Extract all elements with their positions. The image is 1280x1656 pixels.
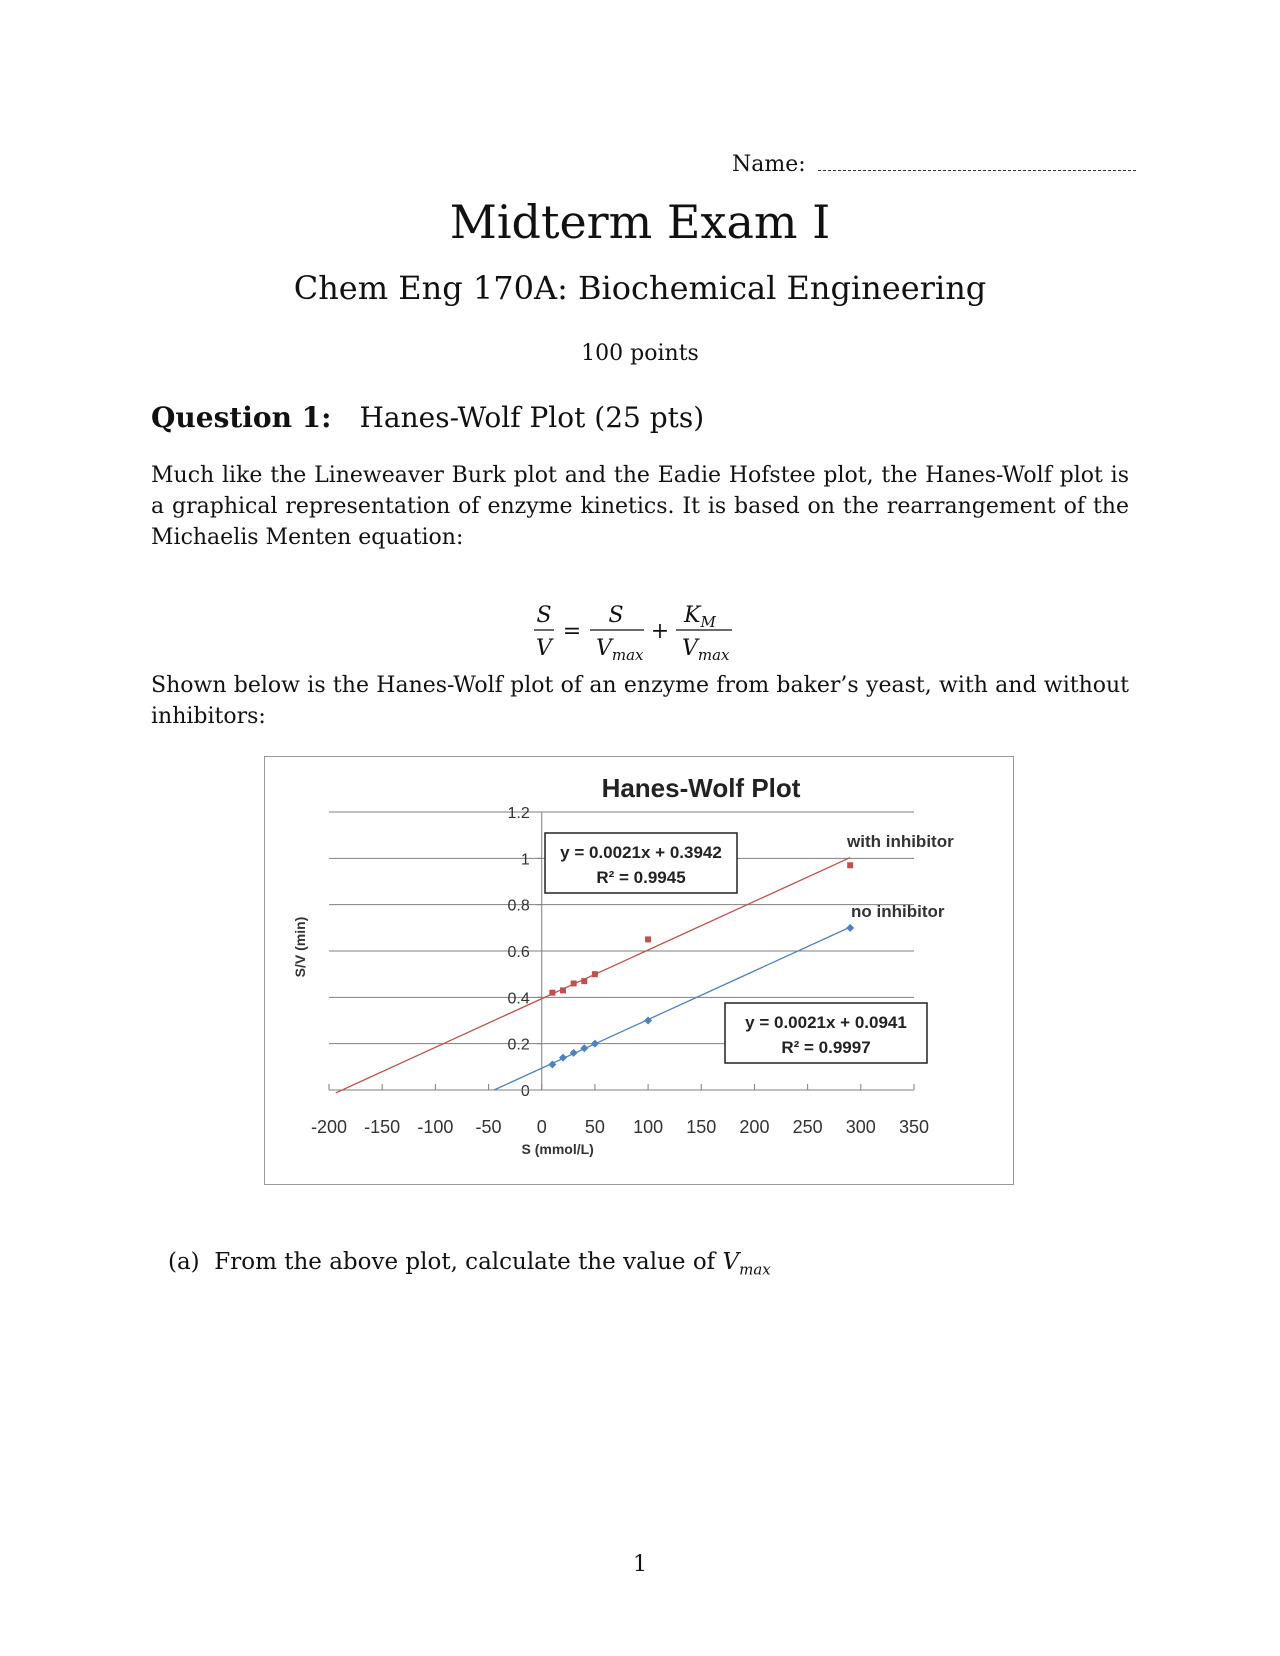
hanes-wolf-chart — [264, 756, 1014, 1185]
data-point-with-inhibitor — [571, 980, 577, 986]
eq-term2-numerator: $K_M$ — [684, 603, 716, 631]
question-heading — [151, 401, 704, 434]
x-tick-label: 350 — [898, 1117, 930, 1137]
question-label: Question 1: — [151, 401, 332, 434]
figure-intro-paragraph: Shown below is the Hanes-Wolf plot of an enzyme from baker’s yeast, with and without inhibitors: — [151, 673, 1129, 729]
y-tick-label: 0.4 — [507, 990, 530, 1008]
fit-equation-label: y = 0.0021x + 0.3942 — [560, 843, 722, 862]
chart-title: Hanes-Wolf Plot — [601, 773, 801, 803]
part-a-label: (a) — [168, 1249, 200, 1275]
data-point-with-inhibitor — [581, 978, 587, 984]
data-point-with-inhibitor — [645, 936, 651, 942]
intro-paragraph: Much like the Lineweaver Burk plot and the Eadie Hofstee plot, the Hanes-Wolf plot is a graphical representation of enzyme kinetics. It is based on the rearrangement of the Michaelis Menten equation: — [151, 463, 1129, 550]
data-point-no-inhibitor — [591, 1040, 599, 1048]
page-number: 1 — [633, 1552, 647, 1577]
data-point-with-inhibitor — [847, 862, 853, 868]
fit-r2-label: R² = 0.9997 — [781, 1038, 871, 1057]
data-point-with-inhibitor — [549, 990, 555, 996]
data-point-with-inhibitor — [592, 971, 598, 977]
name-label: Name: — [732, 152, 806, 177]
eq-plus: + — [650, 619, 670, 644]
data-point-with-inhibitor — [560, 987, 566, 993]
michaelis-menten-equation — [532, 598, 772, 668]
question-title: Hanes-Wolf Plot (25 pts) — [359, 401, 705, 434]
fit-equation-label: y = 0.0021x + 0.0941 — [745, 1013, 907, 1032]
course-subtitle: Chem Eng 170A: Biochemical Engineering — [293, 269, 987, 307]
y-tick-label: 1.2 — [507, 805, 530, 822]
y-tick-label: 1 — [520, 851, 530, 869]
data-point-no-inhibitor — [580, 1044, 588, 1052]
x-tick-label: 50 — [584, 1117, 605, 1137]
eq-lhs-numerator: S — [536, 603, 552, 628]
x-tick-label: 300 — [845, 1117, 876, 1137]
part-a-text: From the above plot, calculate the value of — [214, 1249, 716, 1275]
eq-equals: = — [562, 619, 582, 644]
x-axis-label: S (mmol/L) — [521, 1141, 594, 1157]
x-tick-label: 250 — [792, 1117, 823, 1137]
y-tick-label: 0 — [520, 1083, 530, 1100]
x-tick-label: 200 — [739, 1117, 770, 1137]
name-field-row — [732, 152, 1136, 177]
series-label-with-inhibitor: with inhibitor — [847, 832, 954, 851]
x-tick-label: -150 — [364, 1117, 401, 1137]
y-tick-label: 0.8 — [507, 897, 530, 915]
series-label-no-inhibitor: no inhibitor — [851, 902, 945, 921]
fit-r2-label: R² = 0.9945 — [596, 868, 686, 887]
data-point-no-inhibitor — [570, 1049, 578, 1057]
eq-term1-numerator: S — [608, 603, 624, 628]
x-tick-label: -50 — [475, 1117, 502, 1137]
y-tick-label: 0.2 — [507, 1036, 530, 1054]
y-tick-label: 0.6 — [507, 944, 530, 961]
chart-svg — [265, 757, 1013, 1184]
x-tick-label: 100 — [633, 1117, 664, 1137]
name-blank-line[interactable] — [818, 156, 1136, 171]
vmax-symbol: $V_{max}$ — [722, 1249, 771, 1279]
exam-title: Midterm Exam I — [449, 195, 831, 249]
part-a-question — [168, 1249, 771, 1279]
y-axis-label: S/V (min) — [292, 916, 308, 978]
x-tick-label: 150 — [686, 1117, 717, 1137]
x-tick-label: -100 — [417, 1117, 454, 1137]
total-points: 100 points — [581, 341, 699, 366]
data-point-no-inhibitor — [846, 924, 854, 932]
eq-lhs-denominator: V — [536, 636, 552, 661]
x-tick-label: 0 — [536, 1117, 547, 1137]
x-tick-label: -200 — [310, 1117, 348, 1137]
eq-term2-denominator: $V_{max}$ — [682, 636, 730, 664]
eq-term1-denominator: $V_{max}$ — [596, 636, 644, 664]
